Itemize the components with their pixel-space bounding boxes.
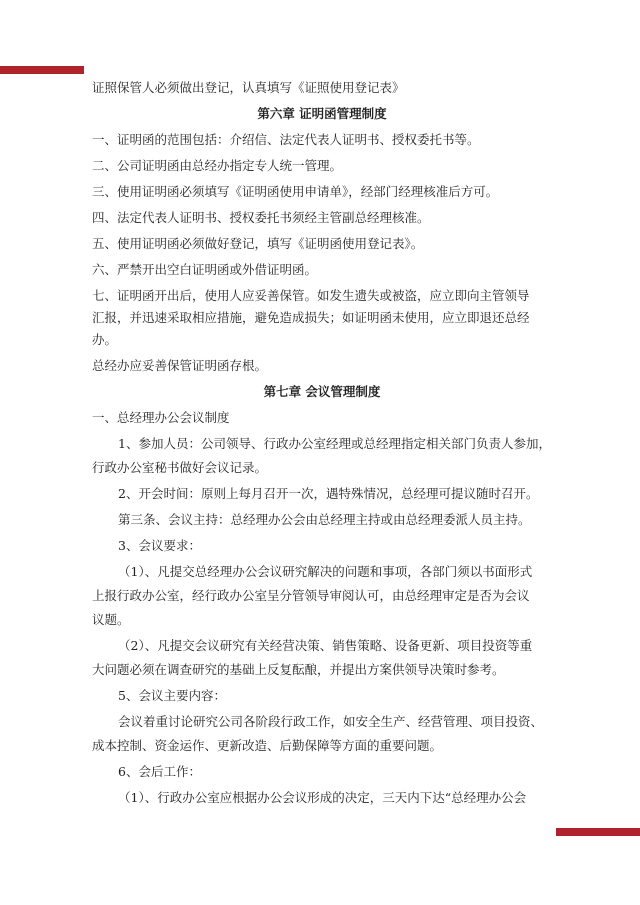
paragraph-line: 二、公司证明函由总经办指定专人统一管理。 xyxy=(92,158,343,173)
paragraph-line: 总经办应妥善保管证明函存根。 xyxy=(92,358,268,373)
paragraph-line: 一、证明函的范围包括：介绍信、法定代表人证明书、授权委托书等。 xyxy=(92,132,480,147)
paragraph-line: 3、会议要求： xyxy=(118,538,201,553)
paragraph-line: 汇报，并迅速采取相应措施，避免造成损失；如证明函未使用，应立即退还总经 xyxy=(92,310,530,325)
paragraph-line: 五、使用证明函必须做好登记，填写《证明函使用登记表》。 xyxy=(92,236,424,251)
paragraph-line: 成本控制、资金运作、更新改造、后勤保障等方面的重要问题。 xyxy=(92,738,443,753)
paragraph-line: 证照保管人必须做出登记，认真填写《证照使用登记表》 xyxy=(92,80,405,95)
paragraph-line: 议题。 xyxy=(92,612,130,627)
paragraph-line: （1）、行政办公室应根据办公会议形成的决定，三天内下达“总经理办公会 xyxy=(118,790,527,805)
paragraph-line: 5、会议主要内容： xyxy=(118,688,226,703)
chapter-6-heading: 第六章 证明函管理制度 xyxy=(257,106,387,121)
paragraph-line: 会议着重讨论研究公司各阶段行政工作，如安全生产、经营管理、项目投资、 xyxy=(118,714,544,729)
paragraph-line: 办。 xyxy=(92,332,118,347)
paragraph-line: 大问题必须在调查研究的基础上反复酝酿，并提出方案供领导决策时参考。 xyxy=(92,662,505,677)
paragraph-line: 六、严禁开出空白证明函或外借证明函。 xyxy=(92,262,318,277)
chapter-7-heading: 第七章 会议管理制度 xyxy=(263,384,381,399)
paragraph-line: （1）、凡提交总经理办公会议研究解决的问题和事项，各部门须以书面形式 xyxy=(118,564,533,579)
top-accent-bar xyxy=(0,66,84,74)
paragraph-line: 行政办公室秘书做好会议记录。 xyxy=(92,460,268,475)
paragraph-line: 三、使用证明函必须填写《证明函使用申请单》，经部门经理核准后方可。 xyxy=(92,184,499,199)
paragraph-line: 四、法定代表人证明书、授权委托书须经主管副总经理核准。 xyxy=(92,210,430,225)
paragraph-line: 2、开会时间：原则上每月召开一次，遇特殊情况，总经理可提议随时召开。 xyxy=(118,486,539,501)
paragraph-line: 第三条、会议主持：总经理办公会由总经理主持或由总经理委派人员主持。 xyxy=(118,512,531,527)
paragraph-line: 七、证明函开出后，使用人应妥善保管。如发生遗失或被盗，应立即向主管领导 xyxy=(92,288,530,303)
paragraph-line: （2）、凡提交会议研究有关经营决策、销售策略、设备更新、项目投资等重 xyxy=(118,638,533,653)
bottom-accent-bar xyxy=(556,828,640,836)
paragraph-line: 6、会后工作： xyxy=(118,764,201,779)
paragraph-line: 1、参加人员：公司领导、行政办公室经理或总经理指定相关部门负责人参加， xyxy=(118,436,551,451)
section-heading: 一、总经理办公会议制度 xyxy=(92,410,230,425)
paragraph-line: 上报行政办公室，经行政办公室呈分管领导审阅认可，由总经理审定是否为会议 xyxy=(92,588,530,603)
